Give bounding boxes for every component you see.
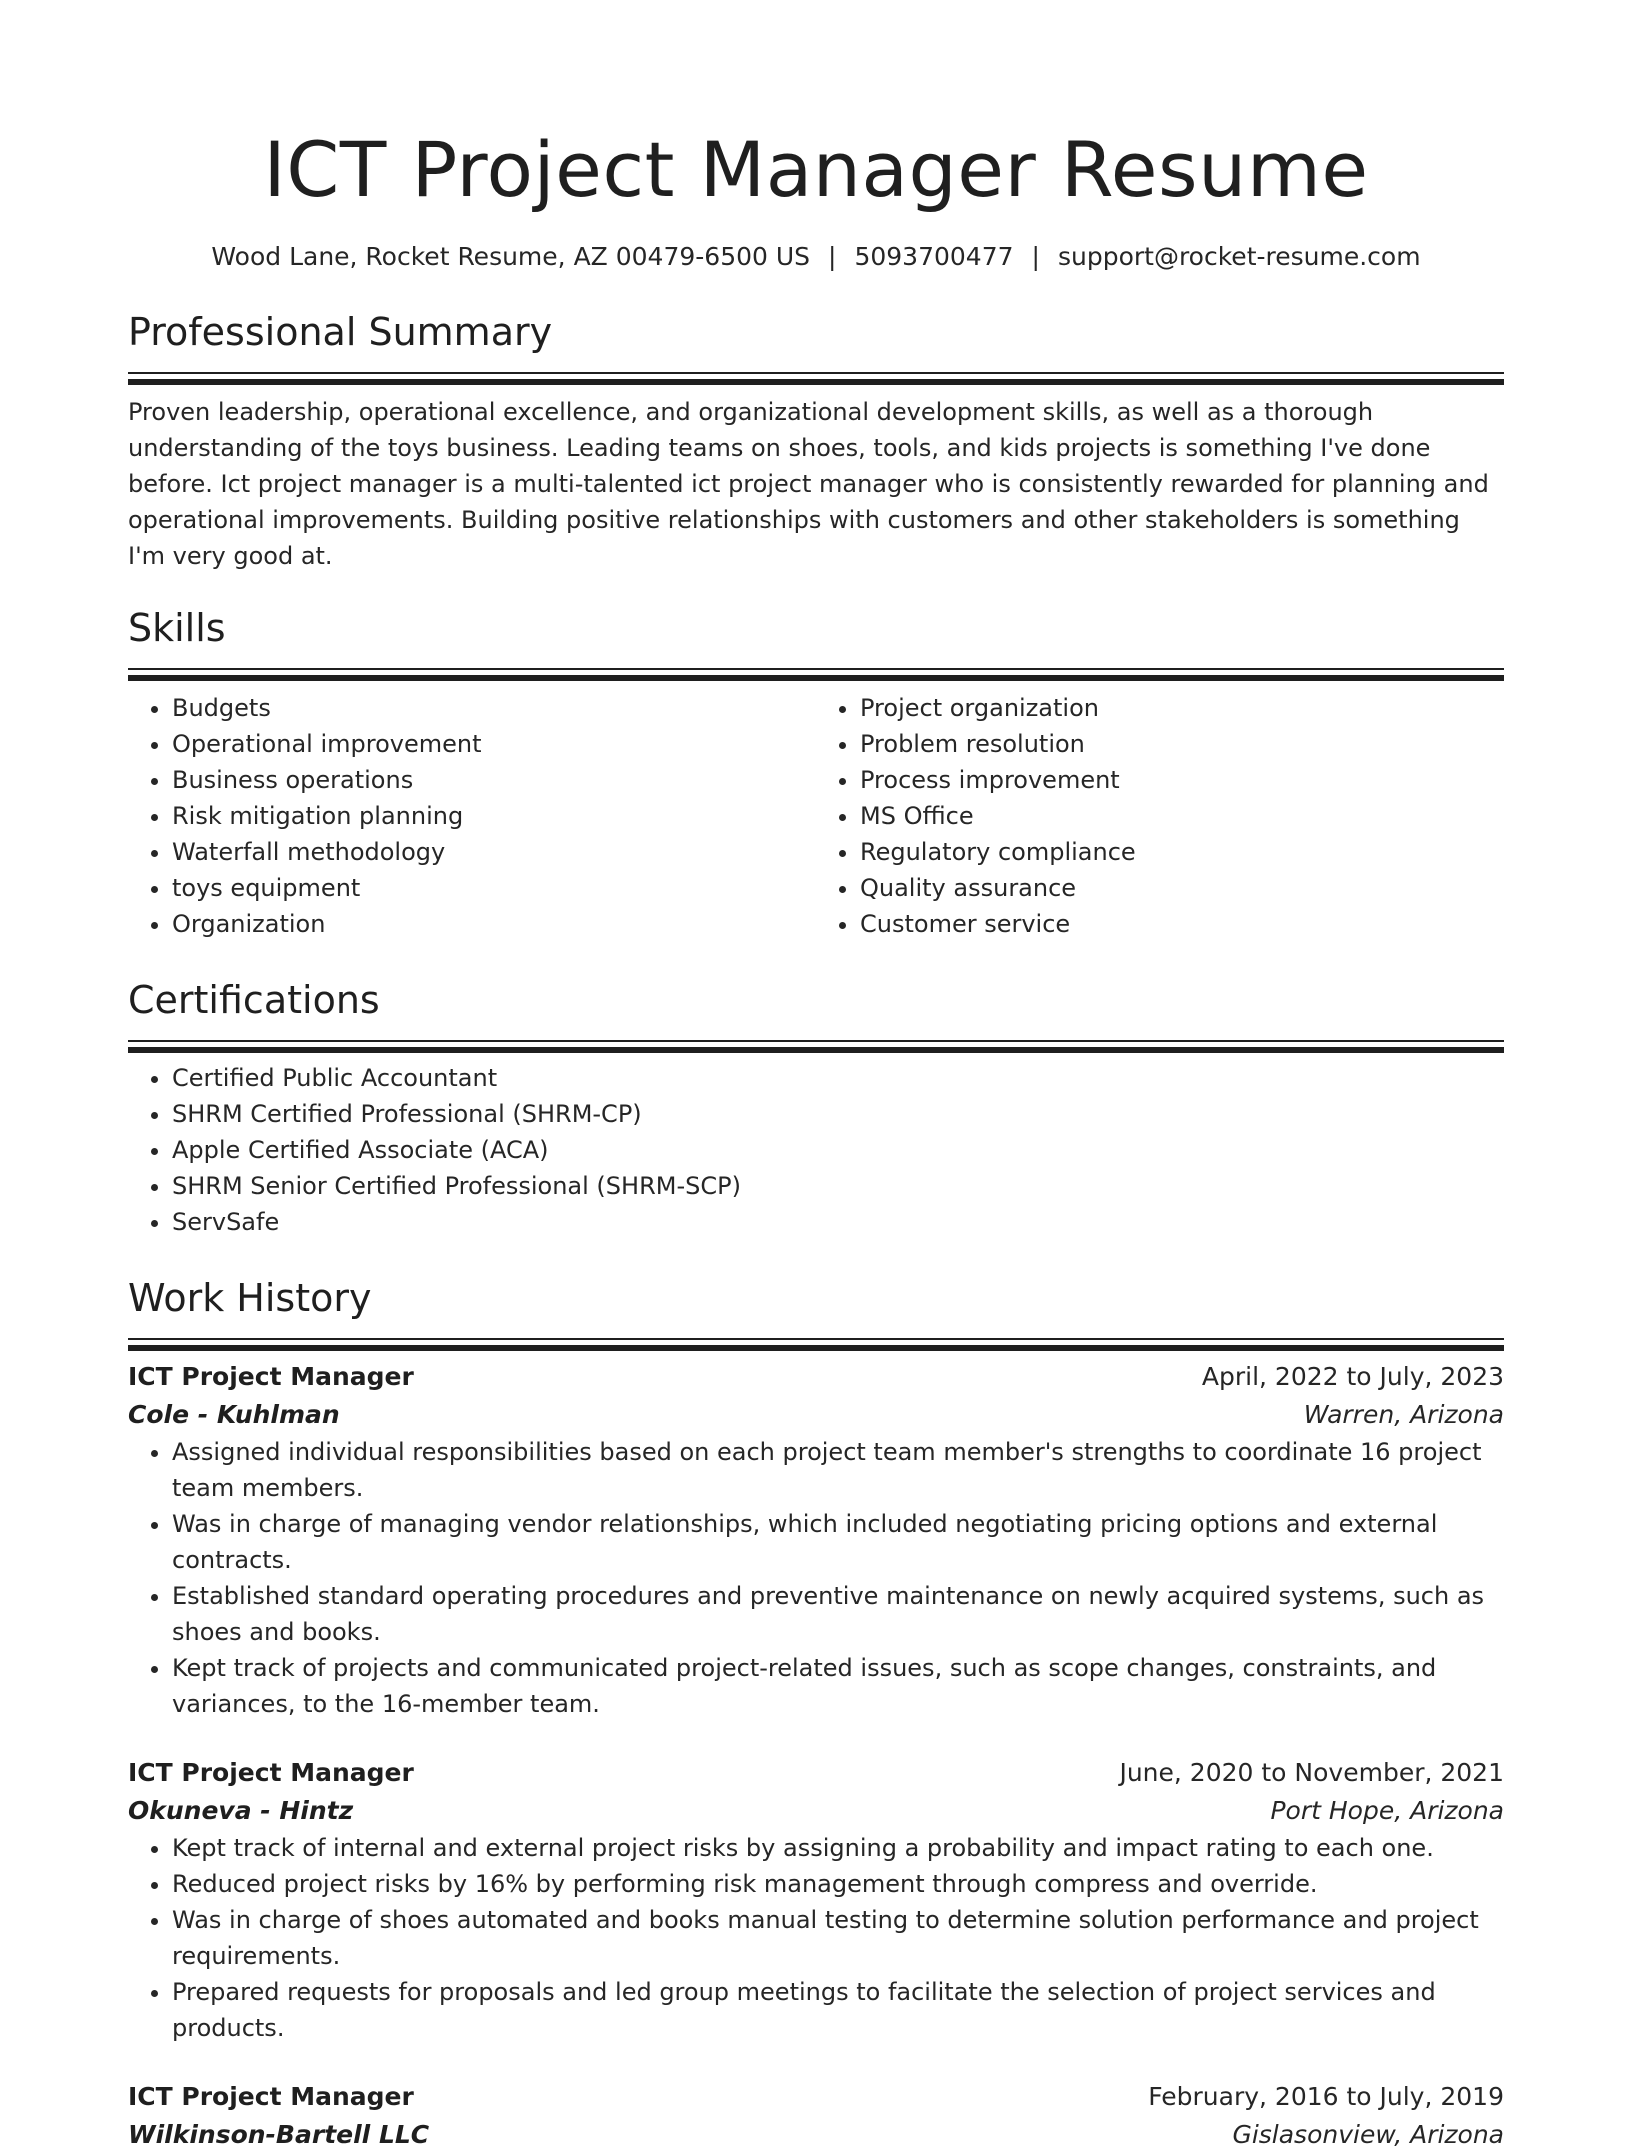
job-bullet: • Was in charge of managing vendor relationships, which included negotiating pricing options and external contracts. [172, 1506, 1504, 1578]
section-divider [128, 1040, 1504, 1042]
job-bullet: • Kept track of projects and communicated project-related issues, such as scope changes, constraints, and variances, to the 16-member team. [172, 1650, 1504, 1722]
section-divider [128, 668, 1504, 670]
resume-title: ICT Project Manager Resume [263, 125, 1369, 214]
job-location: Gislasonview, Arizona [1232, 2120, 1504, 2149]
job-bullet: • Assigned individual responsibilities based on each project team member's strengths to coordinate 16 project team members. [172, 1434, 1504, 1506]
summary-heading: Professional Summary [128, 310, 553, 354]
job-bullet: • Was in charge of shoes automated and books manual testing to determine solution performance and project requirements. [172, 1902, 1504, 1974]
skills-section [128, 602, 1504, 942]
contact-separator: | [1031, 242, 1040, 271]
contact-address: Wood Lane, Rocket Resume, AZ 00479-6500 US [211, 242, 811, 271]
certification-item: • Certified Public Accountant [172, 1060, 1504, 1096]
contact-phone: 5093700477 [854, 242, 1014, 271]
work-history-section [128, 1272, 1504, 2154]
skill-item: • Regulatory compliance [860, 834, 1504, 870]
certifications-list [128, 1060, 1504, 1240]
contact-line [128, 240, 1504, 274]
skill-item: • MS Office [860, 798, 1504, 834]
section-divider [128, 372, 1504, 374]
skills-column-left [128, 690, 816, 942]
certification-item: • Apple Certified Associate (ACA) [172, 1132, 1504, 1168]
skill-item: • Quality assurance [860, 870, 1504, 906]
contact-separator: | [828, 242, 837, 271]
job-title: ICT Project Manager [128, 1758, 414, 1787]
job-bullets [128, 1830, 1504, 2046]
skill-item: • Business operations [172, 762, 816, 798]
skill-item: • Customer service [860, 906, 1504, 942]
job-company: Wilkinson-Bartell LLC [128, 2120, 430, 2149]
job-entry [128, 1358, 1504, 1722]
job-header-row [128, 2078, 1504, 2116]
certifications-heading: Certifications [128, 978, 380, 1022]
section-divider [128, 1338, 1504, 1340]
skills-list-left [128, 690, 816, 942]
job-company-row [128, 1792, 1504, 1830]
skill-item: • Budgets [172, 690, 816, 726]
job-location: Port Hope, Arizona [1270, 1796, 1504, 1825]
skills-grid [128, 690, 1504, 942]
certification-item: • SHRM Senior Certified Professional (SHRM-SCP) [172, 1168, 1504, 1204]
skill-item: • Operational improvement [172, 726, 816, 762]
job-company: Okuneva - Hintz [128, 1796, 354, 1825]
job-header-row [128, 1754, 1504, 1792]
work-history-heading: Work History [128, 1276, 372, 1320]
certifications-section [128, 974, 1504, 1240]
skills-list-right [816, 690, 1504, 942]
job-location: Warren, Arizona [1303, 1400, 1504, 1429]
job-dates: April, 2022 to July, 2023 [1201, 1362, 1504, 1391]
job-dates: February, 2016 to July, 2019 [1148, 2082, 1504, 2111]
job-bullet: • Established standard operating procedures and preventive maintenance on newly acquired systems, such as shoes and books. [172, 1578, 1504, 1650]
skill-item: • Project organization [860, 690, 1504, 726]
job-bullet: • Prepared requests for proposals and led group meetings to facilitate the selection of project services and products. [172, 1974, 1504, 2046]
skill-item: • toys equipment [172, 870, 816, 906]
skills-heading: Skills [128, 606, 226, 650]
job-company-row [128, 2116, 1504, 2154]
job-bullet: • Reduced project risks by 16% by performing risk management through compress and override. [172, 1866, 1504, 1902]
job-header-row [128, 1358, 1504, 1396]
summary-text: Proven leadership, operational excellence, and organizational development skills, as well as a thorough understanding of the toys business. Leading teams on shoes, tools, and kids projects is something I've done before. Ict project manager is a multi-talented ict project manager who is consistently rewarded for planning and operational improvements. Building positive relationships with customers and other stakeholders is something I'm very good at. [128, 398, 1489, 570]
job-bullet: • Kept track of internal and external project risks by assigning a probability and impact rating to each one. [172, 1830, 1504, 1866]
skill-item: • Waterfall methodology [172, 834, 816, 870]
skill-item: • Process improvement [860, 762, 1504, 798]
certification-item: • SHRM Certified Professional (SHRM-CP) [172, 1096, 1504, 1132]
skill-item: • Problem resolution [860, 726, 1504, 762]
skill-item: • Organization [172, 906, 816, 942]
contact-email: support@rocket-resume.com [1057, 242, 1421, 271]
job-entry [128, 2078, 1504, 2154]
certification-item: • ServSafe [172, 1204, 1504, 1240]
job-dates: June, 2020 to November, 2021 [1119, 1758, 1504, 1787]
skills-column-right [816, 690, 1504, 942]
job-bullets [128, 1434, 1504, 1722]
job-company-row [128, 1396, 1504, 1434]
summary-section [128, 306, 1504, 574]
job-title: ICT Project Manager [128, 1362, 414, 1391]
job-title: ICT Project Manager [128, 2082, 414, 2111]
job-company: Cole - Kuhlman [128, 1400, 340, 1429]
job-entry [128, 1754, 1504, 2046]
skill-item: • Risk mitigation planning [172, 798, 816, 834]
